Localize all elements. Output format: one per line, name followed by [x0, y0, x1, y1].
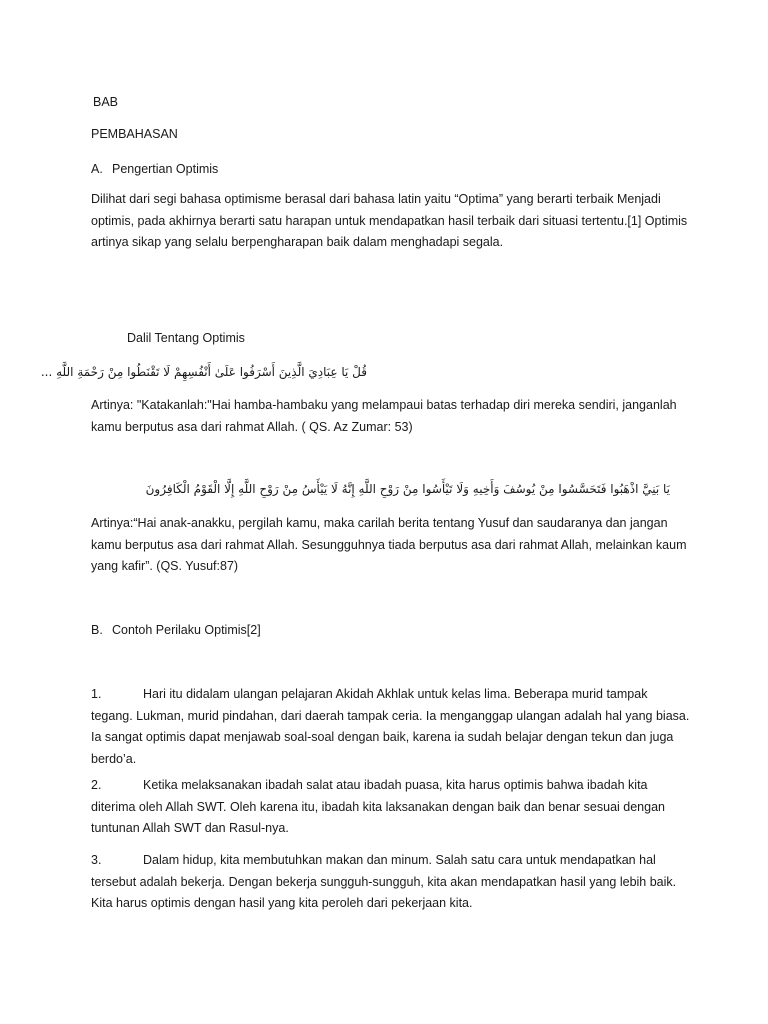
example-text: Dalam hidup, kita membutuhkan makan dan minum. Salah satu cara untuk mendapatkan hal tersebut adalah bekerja. Dengan bekerja sungguh-sungguh, kita akan mendapatkan hasil yang lebih baik. Kita harus optimis dengan hasil yang kita peroleh dari pekerjaan kita. — [91, 853, 677, 910]
section-a-label: A. — [91, 162, 103, 176]
translation-2: Artinya:“Hai anak-anakku, pergilah kamu, maka carilah berita tentang Yusuf dan saudaranya dan jangan kamu berputus asa dari rahmat Allah. Sesungguhnya tiada berputus asa dari rahmat Allah, melainkan kaum yang kafir”. (QS. Yusuf:87) — [91, 516, 687, 573]
section-a-title: Pengertian Optimis — [112, 162, 219, 176]
example-item — [91, 850, 691, 915]
example-number: 2. — [91, 778, 102, 792]
heading-bab: BAB — [93, 95, 119, 109]
section-b-label: B. — [91, 623, 103, 637]
example-number: 1. — [91, 687, 102, 701]
arabic-verse-1: قُلْ يَا عِبَادِيَ الَّذِينَ أَسْرَفُوا عَلَىٰ أَنْفُسِهِمْ لَا تَقْنَطُوا مِنْ رَحْمَةِ اللَّهِ ... — [40, 365, 367, 379]
example-item — [91, 684, 691, 770]
section-b-title: Contoh Perilaku Optimis[2] — [112, 623, 261, 637]
arabic-verse-2: يَا بَنِيَّ اذْهَبُوا فَتَحَسَّسُوا مِنْ يُوسُفَ وَأَخِيهِ وَلَا تَيْأَسُوا مِنْ رَوْحِ اللَّهِ إِنَّهُ لَا يَيْأَسُ مِنْ رَوْحِ اللَّهِ إِلَّا الْقَوْمُ الْكَافِرُونَ — [145, 482, 670, 496]
example-item — [91, 775, 691, 840]
translation-1: Artinya: "Katakanlah:"Hai hamba-hambaku yang melampaui batas terhadap diri mereka sendiri, janganlah kamu berputus asa dari rahmat Allah. ( QS. Az Zumar: 53) — [91, 398, 677, 434]
paragraph-definition: Dilihat dari segi bahasa optimisme berasal dari bahasa latin yaitu “Optima” yang berarti terbaik Menjadi optimis, pada akhirnya berarti satu harapan untuk mendapatkan hasil terbaik dari situasi tertentu.[1] Optimis artinya sikap yang selalu berpengharapan baik dalam menghadapi segala. — [91, 192, 688, 249]
section-b-heading — [91, 620, 691, 642]
section-a-heading — [91, 159, 691, 181]
example-number: 3. — [91, 853, 102, 867]
heading-pembahasan: PEMBAHASAN — [91, 127, 178, 141]
example-text: Hari itu didalam ulangan pelajaran Akidah Akhlak untuk kelas lima. Beberapa murid tampak tegang. Lukman, murid pindahan, dari daerah tampak ceria. Ia menganggap ulangan adalah hal yang biasa. Ia sangat optimis dapat menjawab soal-soal dengan baik, karena ia sudah belajar dengan tekun dan juga berdo’a. — [91, 687, 690, 766]
example-text: Ketika melaksanakan ibadah salat atau ibadah puasa, kita harus optimis bahwa ibadah kita diterima oleh Allah SWT. Oleh karena itu, ibadah kita laksanakan dengan baik dan benar sesuai dengan tuntunan Allah SWT dan Rasul-nya. — [91, 778, 665, 835]
dalil-heading: Dalil Tentang Optimis — [127, 331, 245, 345]
